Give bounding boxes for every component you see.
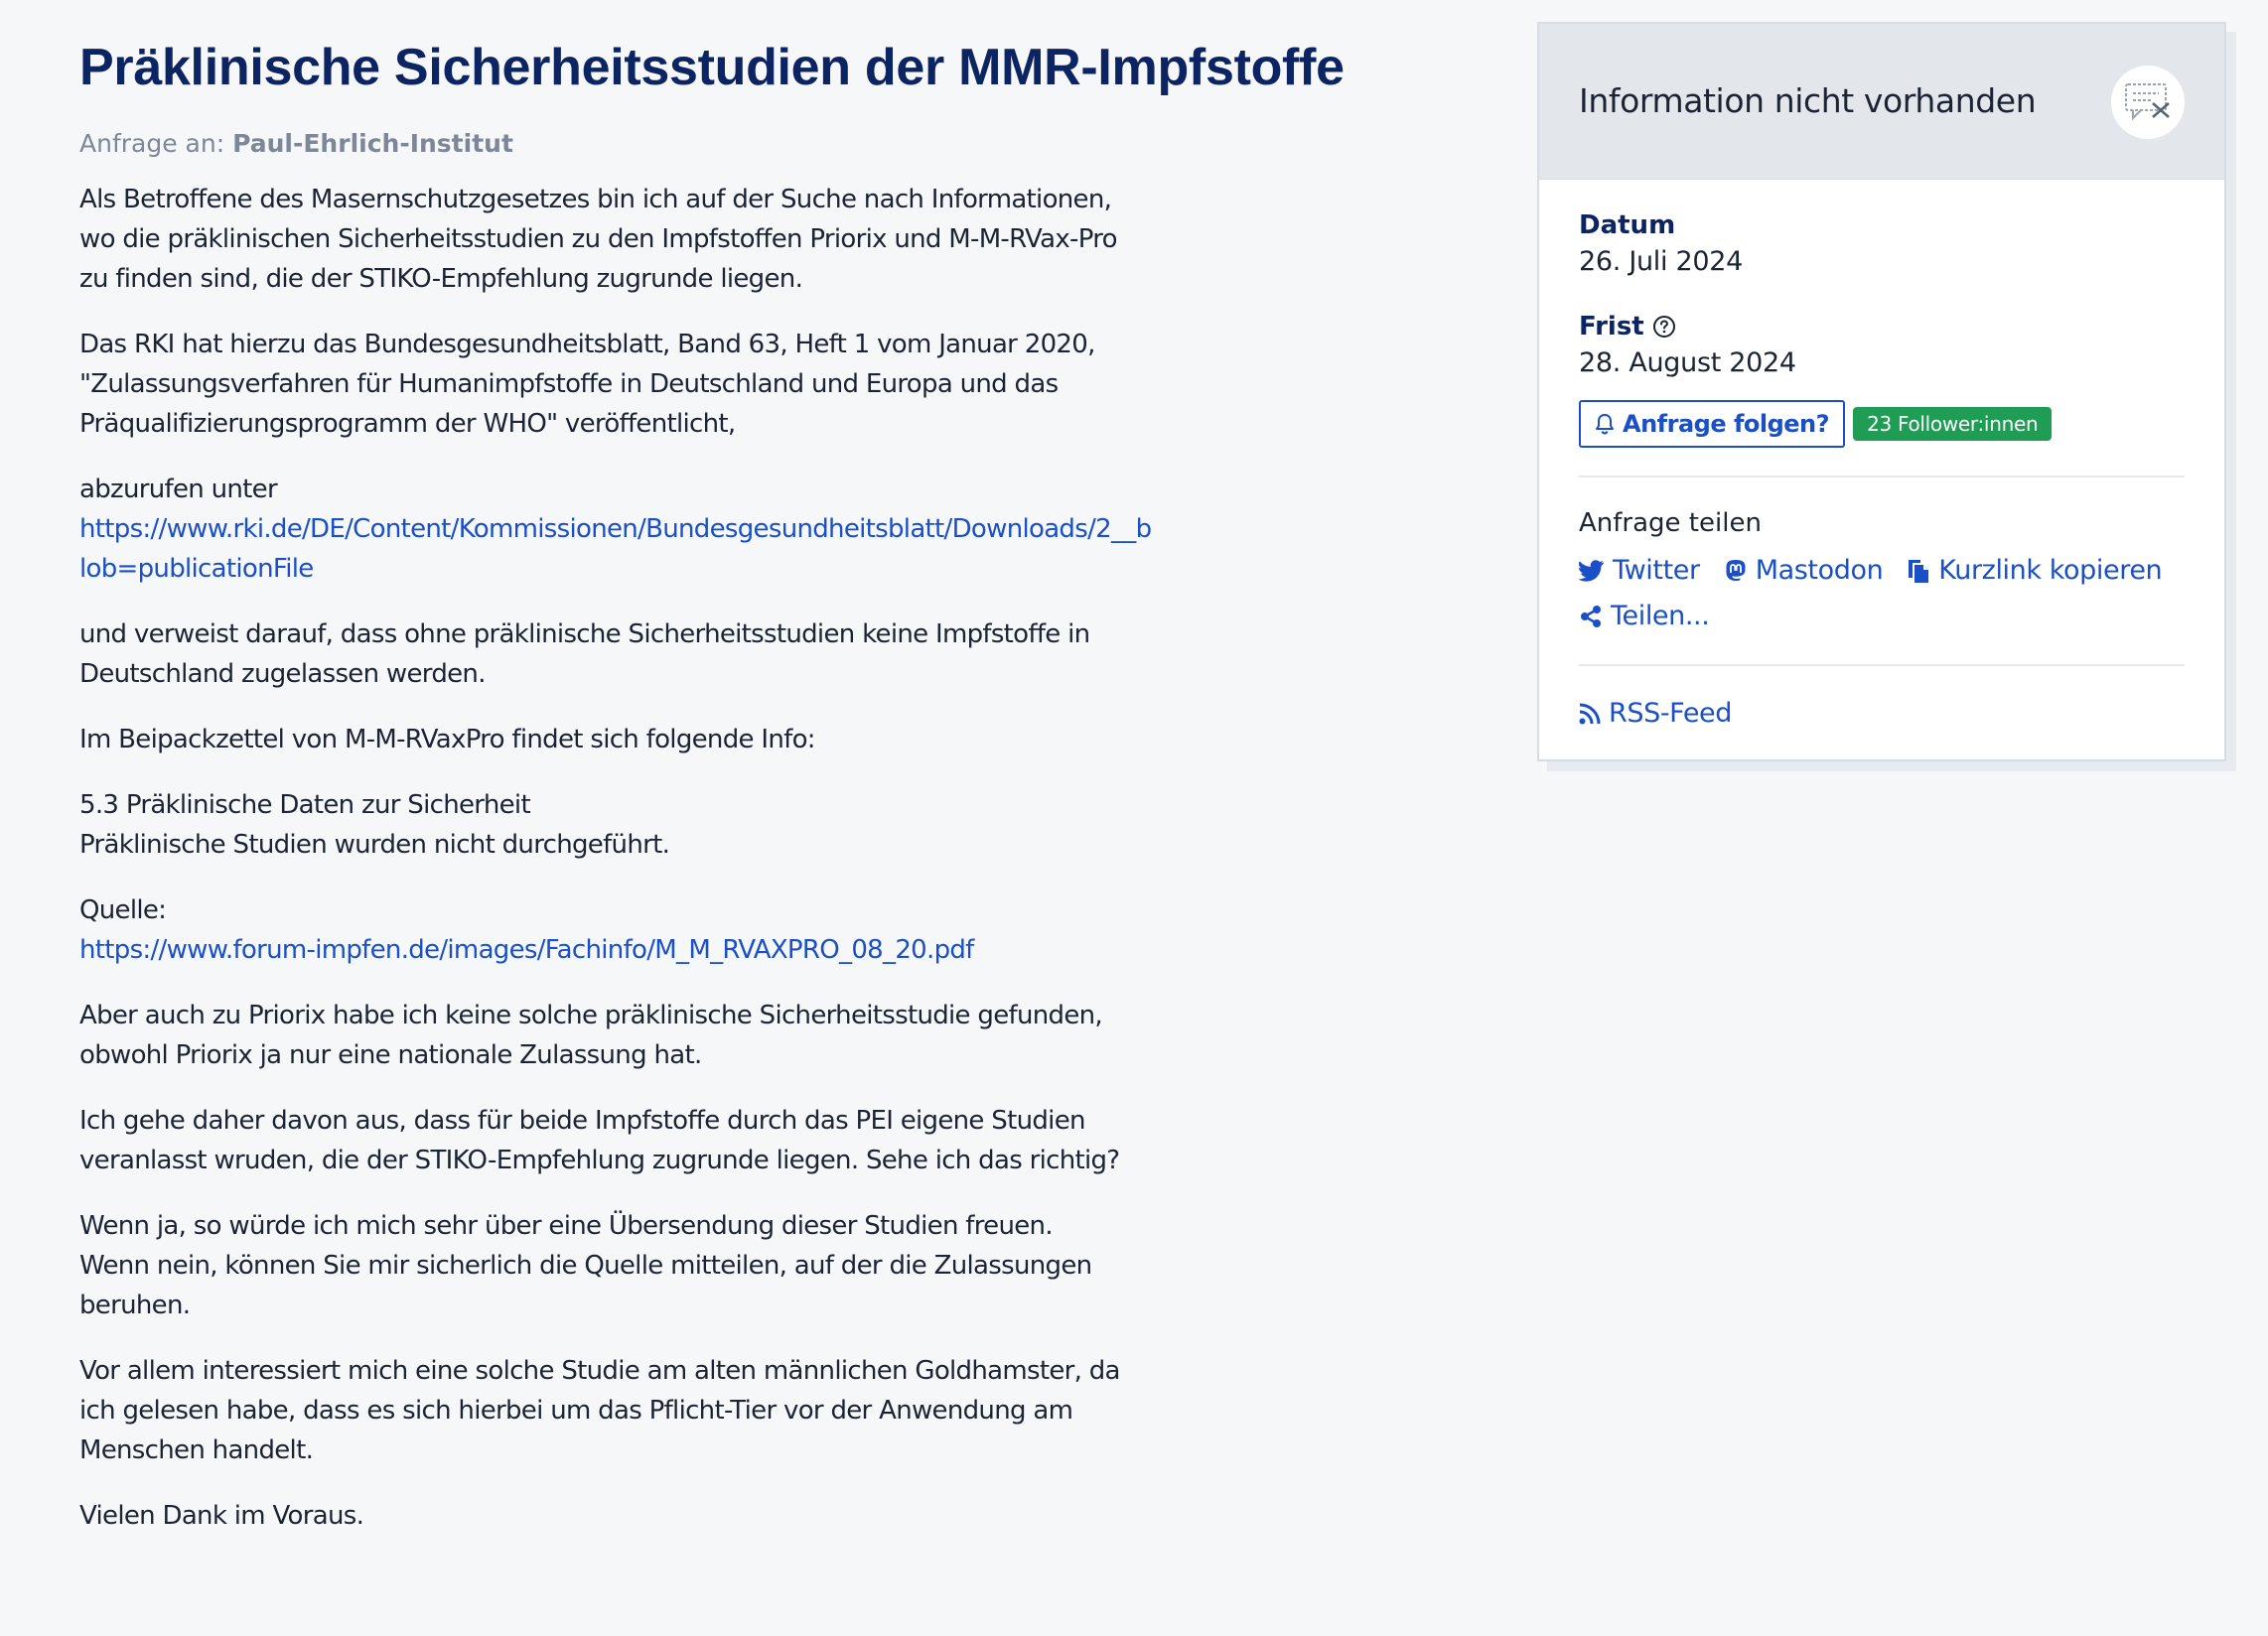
paragraph: Ich gehe daher davon aus, dass für beide Impfstoffe durch das PEI eigene Studien veranlasst wruden, die der STIKO-Empfehlung zugrunde liegen. Sehe ich das richtig? [79,1106,1120,1175]
request-main [79,38,1509,1562]
native-share-label: Teilen... [1611,601,1710,631]
sidebar-body [1539,180,2224,759]
divider [1579,476,2185,477]
rss-feed-label: RSS-Feed [1609,698,1732,729]
paragraph: Vielen Dank im Voraus. [79,1501,364,1531]
date-block [1579,207,2185,281]
source-link[interactable]: https://www.forum-impfen.de/images/Fachinfo/M_M_RVAXPRO_08_20.pdf [79,935,974,965]
follow-button-label: Anfrage folgen? [1623,410,1830,438]
mastodon-share-link[interactable] [1724,551,1884,591]
rki-link[interactable]: https://www.rki.de/DE/Content/Kommissionen/Bundesgesundheitsblatt/Downloads/2__blob=publicationFile [79,514,1152,584]
paragraph [79,785,1152,865]
paragraph: Vor allem interessiert mich eine solche Studie am alten männlichen Goldhamster, da ich gelesen habe, dass es sich hierbei um das Pflicht-Tier vor der Anwendung am Menschen handelt. [79,1356,1120,1465]
copy-shortlink-label: Kurzlink kopieren [1938,555,2163,586]
status-title: Information nicht vorhanden [1579,81,2037,120]
follow-button[interactable] [1579,400,1845,448]
share-title: Anfrage teilen [1579,508,1762,538]
paragraph-line: 5.3 Präklinische Daten zur Sicherheit [79,790,530,820]
page-title: Präklinische Sicherheitsstudien der MMR-Impfstoffe [79,39,1345,96]
rss-feed-link[interactable] [1579,694,1732,734]
paragraph [79,1206,1152,1325]
copy-shortlink-button[interactable] [1907,551,2162,591]
paragraph-line: Das RKI hat hierzu das Bundesgesundheitsblatt, Band 63, Heft 1 vom Januar 2020, [79,330,1095,359]
paragraph: Im Beipackzettel von M-M-RVaxPro findet sich folgende Info: [79,725,815,754]
twitter-share-link[interactable] [1579,551,1700,591]
paragraph [79,325,1152,444]
native-share-link[interactable] [1579,597,1709,636]
paragraph-line: "Zulassungsverfahren für Humanimpfstoffe in Deutschland und Europa und das [79,369,1059,399]
paragraph: Aber auch zu Priorix habe ich keine solche präklinische Sicherheitsstudie gefunden, obwohl Priorix ja nur eine nationale Zulassung hat. [79,1001,1102,1070]
paragraph-line: Wenn nein, können Sie mir sicherlich die Quelle mitteilen, auf der die Zulassungen beruhen. [79,1251,1092,1320]
paragraph-line: Präqualifizierungsprogramm der WHO" veröffentlicht, [79,409,736,439]
paragraph [79,890,1152,970]
addressee-line [79,127,1509,161]
paragraph-text: Quelle: [79,895,167,925]
follow-row [1579,400,2185,448]
speech-bubble-icon [2111,66,2185,139]
mastodon-share-label: Mastodon [1755,555,1884,586]
twitter-share-label: Twitter [1613,555,1700,586]
paragraph-text: abzurufen unter [79,475,277,504]
date-label: Datum [1579,210,1676,240]
bell-icon [1595,413,1615,435]
addressee-prefix: Anfrage an: [79,129,225,158]
copy-icon [1907,558,1930,584]
paragraph: und verweist darauf, dass ohne präklinische Sicherheitsstudien keine Impfstoffe in Deutschland zugelassen werden. [79,619,1090,689]
request-body [79,180,1152,1536]
addressee-name[interactable]: Paul-Ehrlich-Institut [232,129,513,158]
divider [1579,664,2185,666]
deadline-label: Frist [1579,312,1644,341]
paragraph [79,470,1152,589]
request-sidebar [1537,22,2226,761]
paragraph: Als Betroffene des Masernschutzgesetzes bin ich auf der Suche nach Informationen, wo die präklinischen Sicherheitsstudien zu den Impfstoffen Priorix und M-M-RVax-Pro zu finden sind, die der STIKO-Empfehlung zugrunde liegen. [79,185,1117,294]
mastodon-icon [1724,559,1748,583]
twitter-icon [1579,560,1605,582]
date-value: 26. Juli 2024 [1579,246,1743,277]
rss-icon [1579,703,1601,725]
paragraph-line: Präklinische Studien wurden nicht durchgeführt. [79,830,670,860]
deadline-value: 28. August 2024 [1579,347,1796,378]
deadline-block [1579,309,2185,382]
share-nodes-icon [1579,605,1603,628]
help-circle-icon[interactable] [1652,315,1676,339]
share-links [1579,551,2185,636]
paragraph-line: Wenn ja, so würde ich mich sehr über eine Übersendung dieser Studien freuen. [79,1211,1053,1241]
deadline-label-row [1579,309,2185,344]
followers-badge: 23 Follower:innen [1853,407,2052,441]
status-header [1539,24,2224,180]
